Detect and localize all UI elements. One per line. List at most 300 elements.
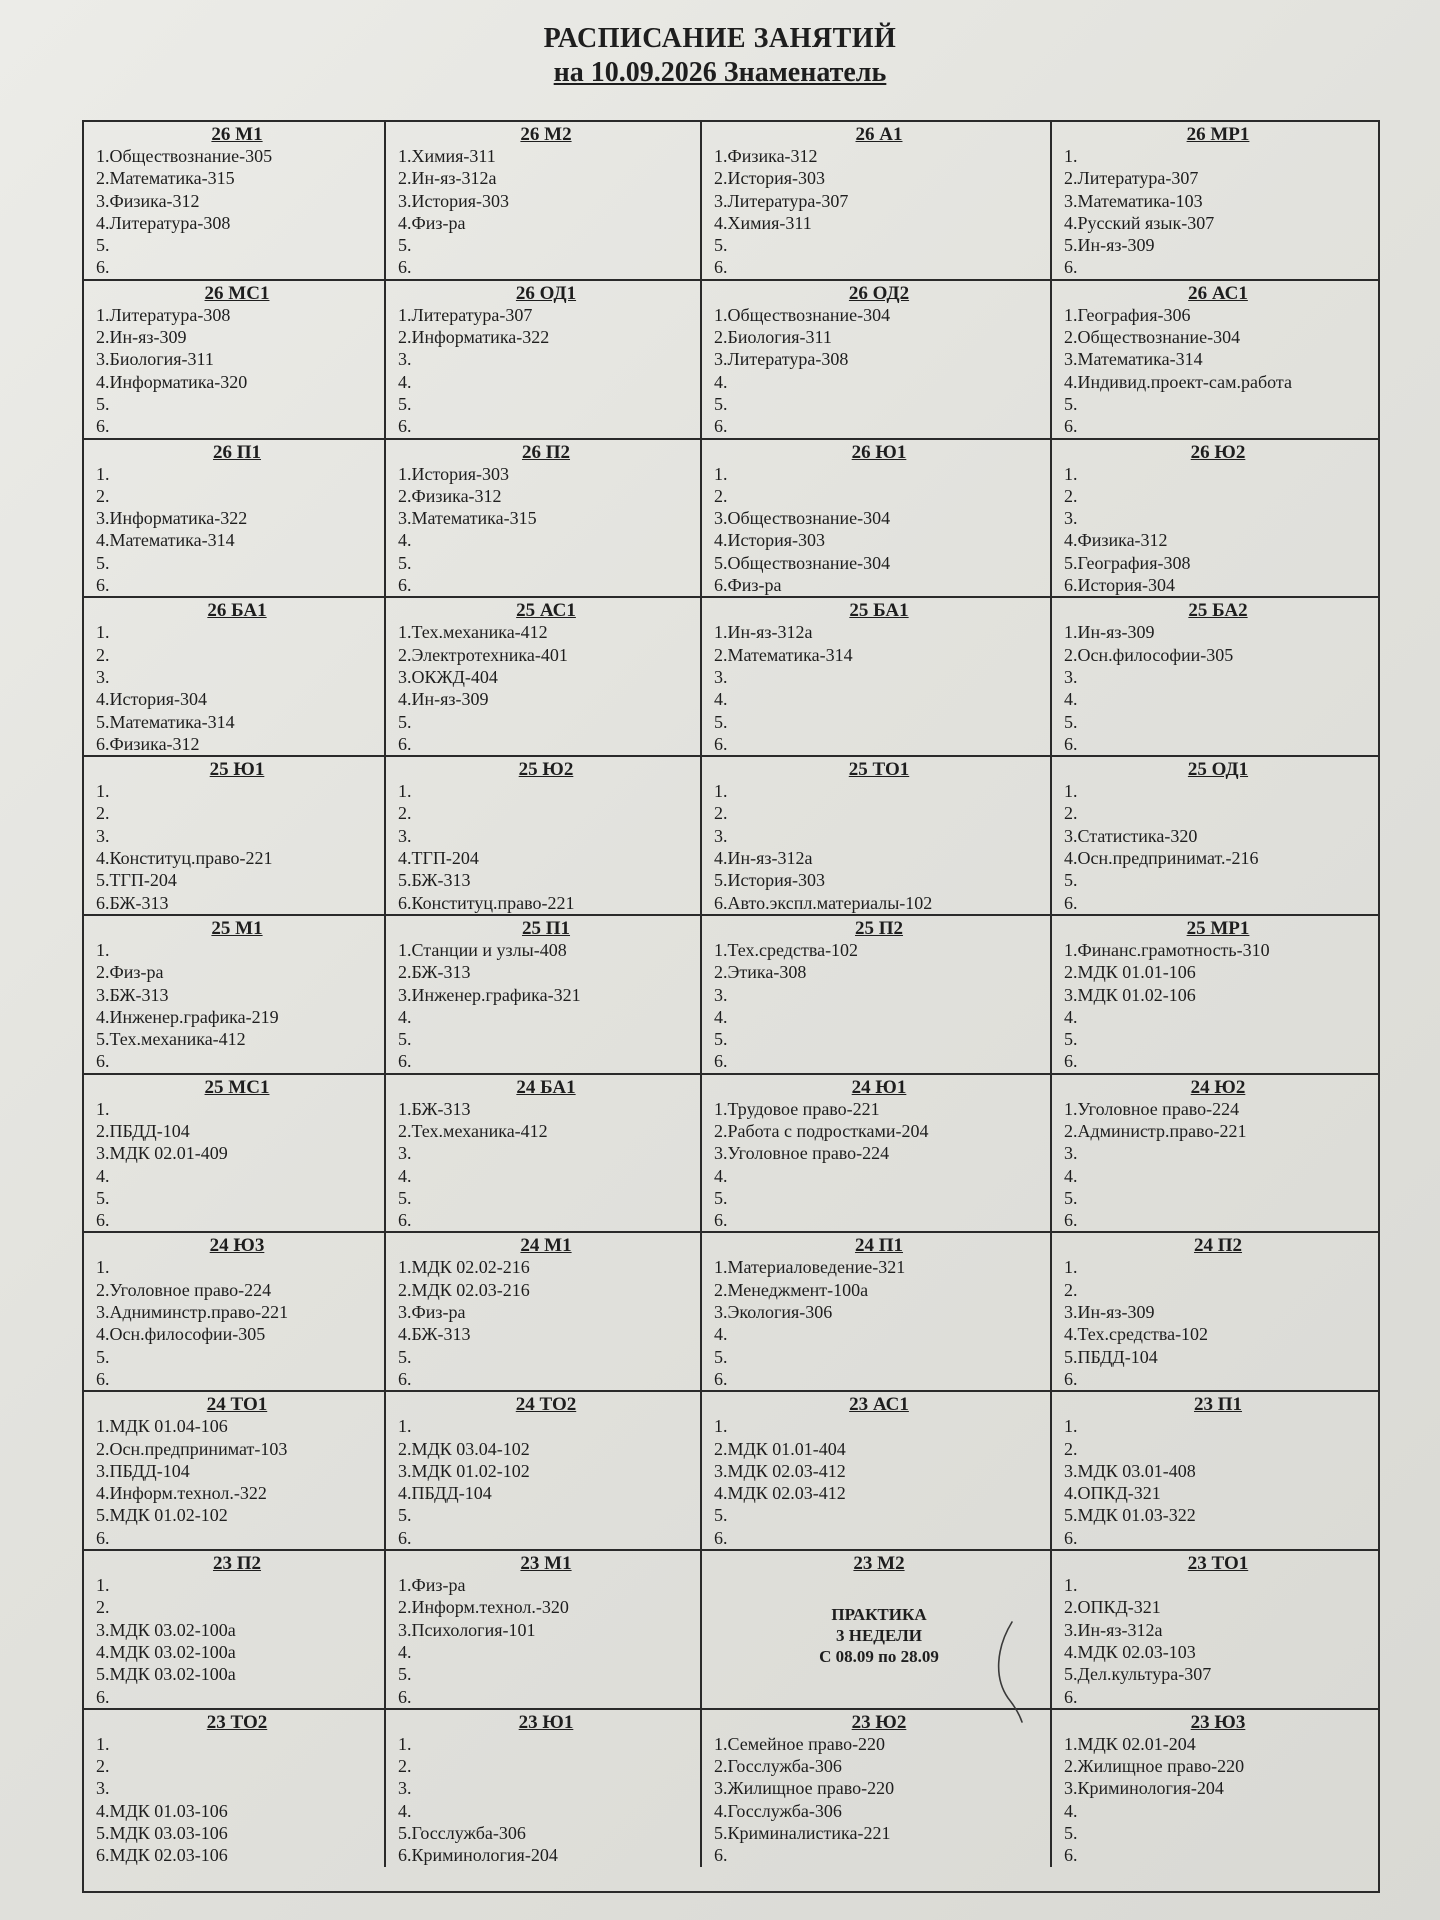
group-cell — [386, 281, 702, 440]
group-name: 24 БА1 — [516, 1076, 576, 1098]
lesson-list — [398, 1574, 694, 1708]
lesson-item: 5. — [96, 1187, 110, 1208]
lesson-item: 6. — [96, 1051, 110, 1072]
lesson-item: 6. — [398, 733, 412, 754]
lesson-item: 3. — [1064, 1143, 1078, 1164]
lesson-item: 4. — [714, 1324, 728, 1345]
lesson-item: 5.ТГП-204 — [96, 870, 177, 891]
group-name: 26 П1 — [212, 441, 262, 463]
lesson-item: 2.Уголовное право-224 — [96, 1279, 272, 1300]
lesson-item: 6.История-304 — [1064, 575, 1176, 596]
group-name: 26 Ю2 — [1190, 441, 1246, 463]
group-cell — [702, 1075, 1052, 1234]
lesson-item: 2.ОПКД-321 — [1064, 1597, 1161, 1618]
lesson-item: 6. — [714, 1051, 728, 1072]
lesson-item: 5.Обществознание-304 — [714, 552, 891, 573]
lesson-item: 4. — [398, 1641, 412, 1662]
lesson-item: 5. — [96, 552, 110, 573]
lesson-item: 1.Семейное право-220 — [714, 1733, 886, 1754]
lesson-item: 6. — [96, 1527, 110, 1548]
lesson-item: 6. — [714, 1845, 728, 1866]
lesson-list — [398, 1415, 694, 1549]
lesson-item: 4. — [714, 371, 728, 392]
lesson-item: 3.Статистика-320 — [1064, 825, 1198, 846]
group-name: 26 ОД1 — [515, 282, 577, 304]
group-name: 24 ТО2 — [515, 1394, 577, 1416]
lesson-item: 3. — [398, 349, 412, 370]
group-name: 24 Ю2 — [1190, 1076, 1246, 1098]
lesson-item: 4.Ин-яз-312а — [714, 848, 813, 869]
group-name: 25 П1 — [521, 917, 571, 939]
lesson-item: 5.МДК 01.02-102 — [96, 1505, 228, 1526]
group-name: 25 МС1 — [204, 1076, 270, 1098]
group-name: 25 ОД1 — [1187, 759, 1249, 781]
lesson-list — [714, 1098, 1044, 1232]
lesson-item: 1. — [96, 463, 110, 484]
group-cell — [702, 1233, 1052, 1392]
lesson-item: 3.История-303 — [398, 190, 510, 211]
group-name: 26 ОД2 — [848, 282, 910, 304]
lesson-item: 2.Информ.технол.-320 — [398, 1597, 569, 1618]
lesson-item: 6. — [1064, 257, 1078, 278]
lesson-item: 5. — [398, 711, 412, 732]
group-name: 24 П1 — [854, 1235, 904, 1257]
lesson-item: 2.Биология-311 — [714, 327, 832, 348]
lesson-item: 2. — [96, 803, 110, 824]
group-cell — [386, 916, 702, 1075]
lesson-item: 6. — [714, 416, 728, 437]
lesson-item: 1.Литература-308 — [96, 304, 231, 325]
lesson-item: 2. — [96, 1756, 110, 1777]
lesson-item: 5.Ин-яз-309 — [1064, 235, 1155, 256]
group-cell — [84, 1710, 386, 1867]
lesson-item: 1.Обществознание-305 — [96, 146, 273, 166]
document-header — [0, 22, 1440, 90]
lesson-list — [398, 145, 694, 279]
lesson-item: 4.Ин-яз-309 — [398, 689, 489, 710]
group-cell — [84, 281, 386, 440]
lesson-item: 3.Математика-315 — [398, 508, 537, 529]
lesson-item: 6. — [1064, 1845, 1078, 1866]
lesson-item: 4.МДК 03.02-100а — [96, 1641, 236, 1662]
lesson-item: 5. — [398, 1664, 412, 1685]
lesson-item: 2.Ин-яз-312а — [398, 168, 497, 189]
lesson-item: 2.История-303 — [714, 168, 826, 189]
lesson-item: 2.БЖ-313 — [398, 962, 471, 983]
group-cell — [84, 598, 386, 757]
group-name: 25 ТО1 — [848, 759, 910, 781]
lesson-item: 3.МДК 01.02-106 — [1064, 984, 1196, 1005]
group-cell — [386, 598, 702, 757]
group-cell — [1052, 1551, 1378, 1710]
group-name: 23 Ю3 — [1190, 1711, 1246, 1733]
lesson-item: 2. — [1064, 1279, 1078, 1300]
lesson-item: 6. — [1064, 1527, 1078, 1548]
lesson-item: 4.История-304 — [96, 689, 208, 710]
lesson-item: 3.Математика-314 — [1064, 349, 1203, 370]
lesson-item: 6. — [96, 575, 110, 596]
lesson-item: 6.Конституц.право-221 — [398, 892, 575, 913]
lesson-list — [96, 304, 378, 438]
lesson-item: 2. — [1064, 1438, 1078, 1459]
lesson-item: 1. — [96, 939, 110, 960]
lesson-item: 4. — [1064, 689, 1078, 710]
lesson-item: 2. — [714, 485, 728, 506]
lesson-item: 5.МДК 03.02-100а — [96, 1664, 236, 1685]
lesson-item: 6. — [96, 1210, 110, 1231]
group-cell — [1052, 1233, 1378, 1392]
lesson-item: 4.История-303 — [714, 530, 826, 551]
lesson-item: 5. — [1064, 1029, 1078, 1050]
lesson-item: 5. — [714, 393, 728, 414]
lesson-item: 6. — [1064, 892, 1078, 913]
lesson-list — [398, 1256, 694, 1390]
lesson-item: 1.Ин-яз-309 — [1064, 622, 1155, 643]
lesson-item: 2.Физика-312 — [398, 485, 502, 506]
lesson-item: 5.История-303 — [714, 870, 826, 891]
lesson-item: 1.Финанс.грамотность-310 — [1064, 939, 1270, 960]
lesson-item: 1. — [714, 781, 728, 802]
lesson-list — [96, 1733, 378, 1867]
group-cell — [1052, 281, 1378, 440]
group-name: 25 П2 — [854, 917, 904, 939]
lesson-item: 2. — [714, 803, 728, 824]
lesson-item: 4.Химия-311 — [714, 212, 812, 233]
lesson-item: 3.МДК 03.01-408 — [1064, 1460, 1196, 1481]
lesson-item: 4.МДК 02.03-103 — [1064, 1641, 1196, 1662]
lesson-list — [96, 1256, 378, 1390]
group-cell — [84, 1075, 386, 1234]
lesson-item: 4. — [714, 1165, 728, 1186]
lesson-item: 3.ОКЖД-404 — [398, 666, 498, 687]
lesson-item: 4.Конституц.право-221 — [96, 848, 273, 869]
lesson-list — [714, 304, 1044, 438]
lesson-item: 5.МДК 03.03-106 — [96, 1823, 228, 1843]
lesson-item: 5.ПБДД-104 — [1064, 1346, 1158, 1367]
lesson-item: 6. — [398, 1051, 412, 1072]
lesson-item: 4.Математика-314 — [96, 530, 235, 551]
lesson-item: 4.Литература-308 — [96, 212, 231, 233]
group-cell — [702, 757, 1052, 916]
lesson-item: 3.Математика-103 — [1064, 190, 1203, 211]
group-cell — [386, 757, 702, 916]
group-cell — [702, 1392, 1052, 1551]
group-name: 26 Ю1 — [851, 441, 907, 463]
lesson-item: 5.Госслужба-306 — [398, 1823, 526, 1843]
group-cell — [84, 1551, 386, 1710]
group-cell — [702, 1551, 1052, 1710]
lesson-item: 4.БЖ-313 — [398, 1324, 471, 1345]
group-cell — [702, 1710, 1052, 1867]
lesson-item: 2. — [96, 485, 110, 506]
lesson-item: 6. — [398, 1527, 412, 1548]
lesson-item: 5. — [714, 1029, 728, 1050]
lesson-item: 5.МДК 01.03-322 — [1064, 1505, 1196, 1526]
group-cell — [386, 1551, 702, 1710]
lesson-item: 6.Физ-ра — [714, 575, 782, 596]
group-cell — [1052, 1075, 1378, 1234]
lesson-item: 1.История-303 — [398, 463, 510, 484]
lesson-item: 1. — [96, 1098, 110, 1119]
lesson-item: 2.Физ-ра — [96, 962, 164, 983]
lesson-item: 6. — [714, 1210, 728, 1231]
group-cell — [1052, 598, 1378, 757]
page-subtitle: на 10.09.2026 Знаменатель — [553, 57, 887, 88]
lesson-item: 6. — [398, 1210, 412, 1231]
practice-note — [714, 1604, 1044, 1667]
lesson-item: 1.МДК 02.01-204 — [1064, 1733, 1196, 1754]
lesson-item: 5. — [96, 235, 110, 256]
lesson-item: 3.БЖ-313 — [96, 984, 169, 1005]
lesson-item: 4.Информ.технол.-322 — [96, 1483, 267, 1504]
lesson-list — [1064, 1256, 1372, 1390]
lesson-item: 4. — [398, 1006, 412, 1027]
lesson-item: 5. — [96, 1346, 110, 1367]
lesson-item: 3.Жилищное право-220 — [714, 1778, 895, 1799]
lesson-list — [398, 780, 694, 914]
lesson-list — [96, 1098, 378, 1232]
group-cell — [1052, 1392, 1378, 1551]
lesson-list — [96, 780, 378, 914]
lesson-item: 1. — [1064, 1416, 1078, 1437]
group-cell — [84, 1233, 386, 1392]
lesson-item: 6. — [96, 1686, 110, 1707]
lesson-item: 4. — [398, 530, 412, 551]
lesson-item: 5.БЖ-313 — [398, 870, 471, 891]
group-cell — [84, 916, 386, 1075]
lesson-item: 6. — [96, 257, 110, 278]
lesson-item: 5. — [714, 1187, 728, 1208]
lesson-list — [714, 145, 1044, 279]
group-cell — [84, 1392, 386, 1551]
lesson-list — [714, 463, 1044, 597]
lesson-item: 5. — [714, 1505, 728, 1526]
group-name: 23 Ю1 — [518, 1711, 574, 1733]
lesson-item: 1.Литература-307 — [398, 304, 533, 325]
group-cell — [702, 440, 1052, 599]
lesson-item: 2. — [1064, 485, 1078, 506]
group-cell — [84, 122, 386, 281]
lesson-item: 6. — [714, 733, 728, 754]
lesson-item: 4.Осн.предпринимат.-216 — [1064, 848, 1259, 869]
group-cell — [702, 598, 1052, 757]
group-cell — [386, 1710, 702, 1867]
lesson-item: 2. — [398, 803, 412, 824]
lesson-item: 2.Тех.механика-412 — [398, 1120, 548, 1141]
lesson-item: 4.Индивид.проект-сам.работа — [1064, 371, 1292, 392]
group-name: 24 ТО1 — [206, 1394, 268, 1416]
lesson-list — [714, 1415, 1044, 1549]
lesson-item: 1.Ин-яз-312а — [714, 622, 813, 643]
lesson-item: 4.Русский язык-307 — [1064, 212, 1215, 233]
lesson-item: 3.Биология-311 — [96, 349, 214, 370]
lesson-item: 1. — [96, 1733, 110, 1754]
group-name: 26 МС1 — [204, 282, 270, 304]
lesson-item: 1. — [96, 1257, 110, 1278]
group-cell — [702, 916, 1052, 1075]
lesson-item: 4. — [96, 1165, 110, 1186]
group-cell — [702, 281, 1052, 440]
lesson-item: 3. — [714, 984, 728, 1005]
lesson-item: 3.Ин-яз-312а — [1064, 1619, 1163, 1640]
lesson-item: 3.МДК 02.01-409 — [96, 1143, 228, 1164]
lesson-item: 1.МДК 01.04-106 — [96, 1416, 228, 1437]
page-title: РАСПИСАНИЕ ЗАНЯТИЙ — [543, 23, 897, 54]
lesson-item: 6.Физика-312 — [96, 733, 200, 754]
lesson-item: 4.МДК 02.03-412 — [714, 1483, 846, 1504]
lesson-item: 1.Тех.механика-412 — [398, 622, 548, 643]
lesson-item: 1.Станции и узлы-408 — [398, 939, 567, 960]
group-name: 25 М1 — [211, 917, 263, 939]
lesson-item: 5.Тех.механика-412 — [96, 1029, 246, 1050]
lesson-item: 3. — [398, 1143, 412, 1164]
lesson-item: 1.Тех.средства-102 — [714, 939, 859, 960]
lesson-list — [714, 1256, 1044, 1390]
lesson-item: 4.ПБДД-104 — [398, 1483, 492, 1504]
lesson-item: 1.Физика-312 — [714, 146, 818, 166]
group-name: 25 МР1 — [1186, 917, 1250, 939]
lesson-item: 3.МДК 02.03-412 — [714, 1460, 846, 1481]
lesson-item: 2. — [1064, 803, 1078, 824]
lesson-item: 6. — [398, 575, 412, 596]
lesson-item: 6. — [714, 1368, 728, 1389]
lesson-item: 3.МДК 01.02-102 — [398, 1460, 530, 1481]
group-name: 23 П1 — [1193, 1394, 1243, 1416]
lesson-item: 5. — [398, 235, 412, 256]
lesson-item: 1.БЖ-313 — [398, 1098, 471, 1119]
lesson-item: 4.Тех.средства-102 — [1064, 1324, 1209, 1345]
lesson-item: 5. — [714, 235, 728, 256]
lesson-item: 5.Математика-314 — [96, 711, 235, 732]
group-name: 26 М1 — [211, 124, 263, 145]
lesson-item: 2.Математика-315 — [96, 168, 235, 189]
group-name: 23 Ю2 — [851, 1711, 907, 1733]
lesson-item: 1. — [398, 1733, 412, 1754]
lesson-item: 5. — [714, 711, 728, 732]
lesson-item: 6.Авто.экспл.материалы-102 — [714, 892, 933, 913]
group-name: 26 БА1 — [207, 600, 267, 622]
lesson-item: 3.Уголовное право-224 — [714, 1143, 890, 1164]
group-cell — [1052, 122, 1378, 281]
lesson-list — [714, 780, 1044, 914]
lesson-list — [1064, 780, 1372, 914]
lesson-item: 3.Физ-ра — [398, 1302, 466, 1323]
lesson-item: 6. — [398, 1686, 412, 1707]
lesson-list — [96, 145, 378, 279]
lesson-item: 1. — [1064, 1575, 1078, 1596]
lesson-item: 3. — [714, 666, 728, 687]
lesson-item: 6. — [714, 257, 728, 278]
lesson-item: 4.Инженер.графика-219 — [96, 1006, 279, 1027]
lesson-item: 2.МДК 02.03-216 — [398, 1279, 530, 1300]
group-cell — [386, 122, 702, 281]
lesson-item: 2. — [96, 1597, 110, 1618]
lesson-item: 4. — [714, 689, 728, 710]
lesson-item: 2.Жилищное право-220 — [1064, 1756, 1245, 1777]
lesson-item: 2.Математика-314 — [714, 644, 853, 665]
lesson-list — [398, 463, 694, 597]
lesson-item: 1. — [96, 622, 110, 643]
lesson-item: 1.Трудовое право-221 — [714, 1098, 880, 1119]
group-name: 25 АС1 — [516, 600, 576, 622]
group-name: 26 М2 — [520, 124, 572, 145]
lesson-item: 4.Госслужба-306 — [714, 1800, 842, 1821]
lesson-item: 2.Менеджмент-100а — [714, 1279, 869, 1300]
lesson-item: 2.Осн.философии-305 — [1064, 644, 1234, 665]
practice-line: ПРАКТИКА — [831, 1605, 927, 1625]
lesson-item: 1.МДК 02.02-216 — [398, 1257, 530, 1278]
lesson-item: 6. — [1064, 416, 1078, 437]
lesson-list — [398, 939, 694, 1073]
lesson-item: 3. — [1064, 508, 1078, 529]
lesson-item: 1. — [96, 1575, 110, 1596]
lesson-list — [398, 621, 694, 755]
lesson-item: 4. — [1064, 1800, 1078, 1821]
lesson-item: 4.ОПКД-321 — [1064, 1483, 1161, 1504]
lesson-item: 4. — [1064, 1006, 1078, 1027]
lesson-item: 6. — [1064, 1368, 1078, 1389]
lesson-item: 5. — [1064, 1187, 1078, 1208]
group-name: 25 БА1 — [849, 600, 909, 622]
lesson-item: 5. — [96, 393, 110, 414]
lesson-item: 3.Инженер.графика-321 — [398, 984, 581, 1005]
lesson-item: 3. — [96, 825, 110, 846]
group-cell — [386, 1392, 702, 1551]
lesson-list — [96, 463, 378, 597]
lesson-item: 4. — [714, 1006, 728, 1027]
lesson-item: 2.Литература-307 — [1064, 168, 1199, 189]
lesson-item: 1. — [1064, 781, 1078, 802]
group-name: 23 ТО2 — [206, 1711, 268, 1733]
group-cell — [84, 440, 386, 599]
group-name: 26 АС1 — [1188, 282, 1248, 304]
lesson-list — [714, 1733, 1044, 1867]
lesson-list — [1064, 1098, 1372, 1232]
lesson-item: 3.Литература-308 — [714, 349, 849, 370]
lesson-item: 4.Физ-ра — [398, 212, 466, 233]
lesson-item: 6. — [398, 416, 412, 437]
lesson-item: 1.География-306 — [1064, 304, 1191, 325]
lesson-list — [398, 1098, 694, 1232]
lesson-item: 6.Криминология-204 — [398, 1845, 558, 1866]
lesson-item: 3. — [398, 1778, 412, 1799]
lesson-list — [1064, 1415, 1372, 1549]
group-cell — [1052, 440, 1378, 599]
lesson-item: 6. — [1064, 733, 1078, 754]
practice-line: 3 НЕДЕЛИ — [835, 1626, 922, 1646]
lesson-item: 4.Информатика-320 — [96, 371, 248, 392]
lesson-item: 1. — [398, 781, 412, 802]
group-cell — [1052, 1710, 1378, 1867]
lesson-item: 3.Адниминстр.право-221 — [96, 1302, 289, 1323]
lesson-item: 2.Информатика-322 — [398, 327, 550, 348]
schedule-table — [82, 120, 1380, 1893]
lesson-item: 3. — [1064, 666, 1078, 687]
lesson-item: 2.Администр.право-221 — [1064, 1120, 1247, 1141]
lesson-item: 1.Физ-ра — [398, 1575, 466, 1596]
lesson-item: 6. — [714, 1527, 728, 1548]
group-name: 24 Ю3 — [209, 1235, 265, 1257]
group-cell — [1052, 916, 1378, 1075]
group-name: 23 М2 — [853, 1553, 905, 1575]
lesson-list — [714, 939, 1044, 1073]
lesson-item: 5. — [398, 1346, 412, 1367]
lesson-item: 3.Физика-312 — [96, 190, 200, 211]
lesson-list — [714, 621, 1044, 755]
group-cell — [386, 1075, 702, 1234]
group-name: 26 А1 — [855, 124, 903, 145]
lesson-item: 1. — [714, 463, 728, 484]
